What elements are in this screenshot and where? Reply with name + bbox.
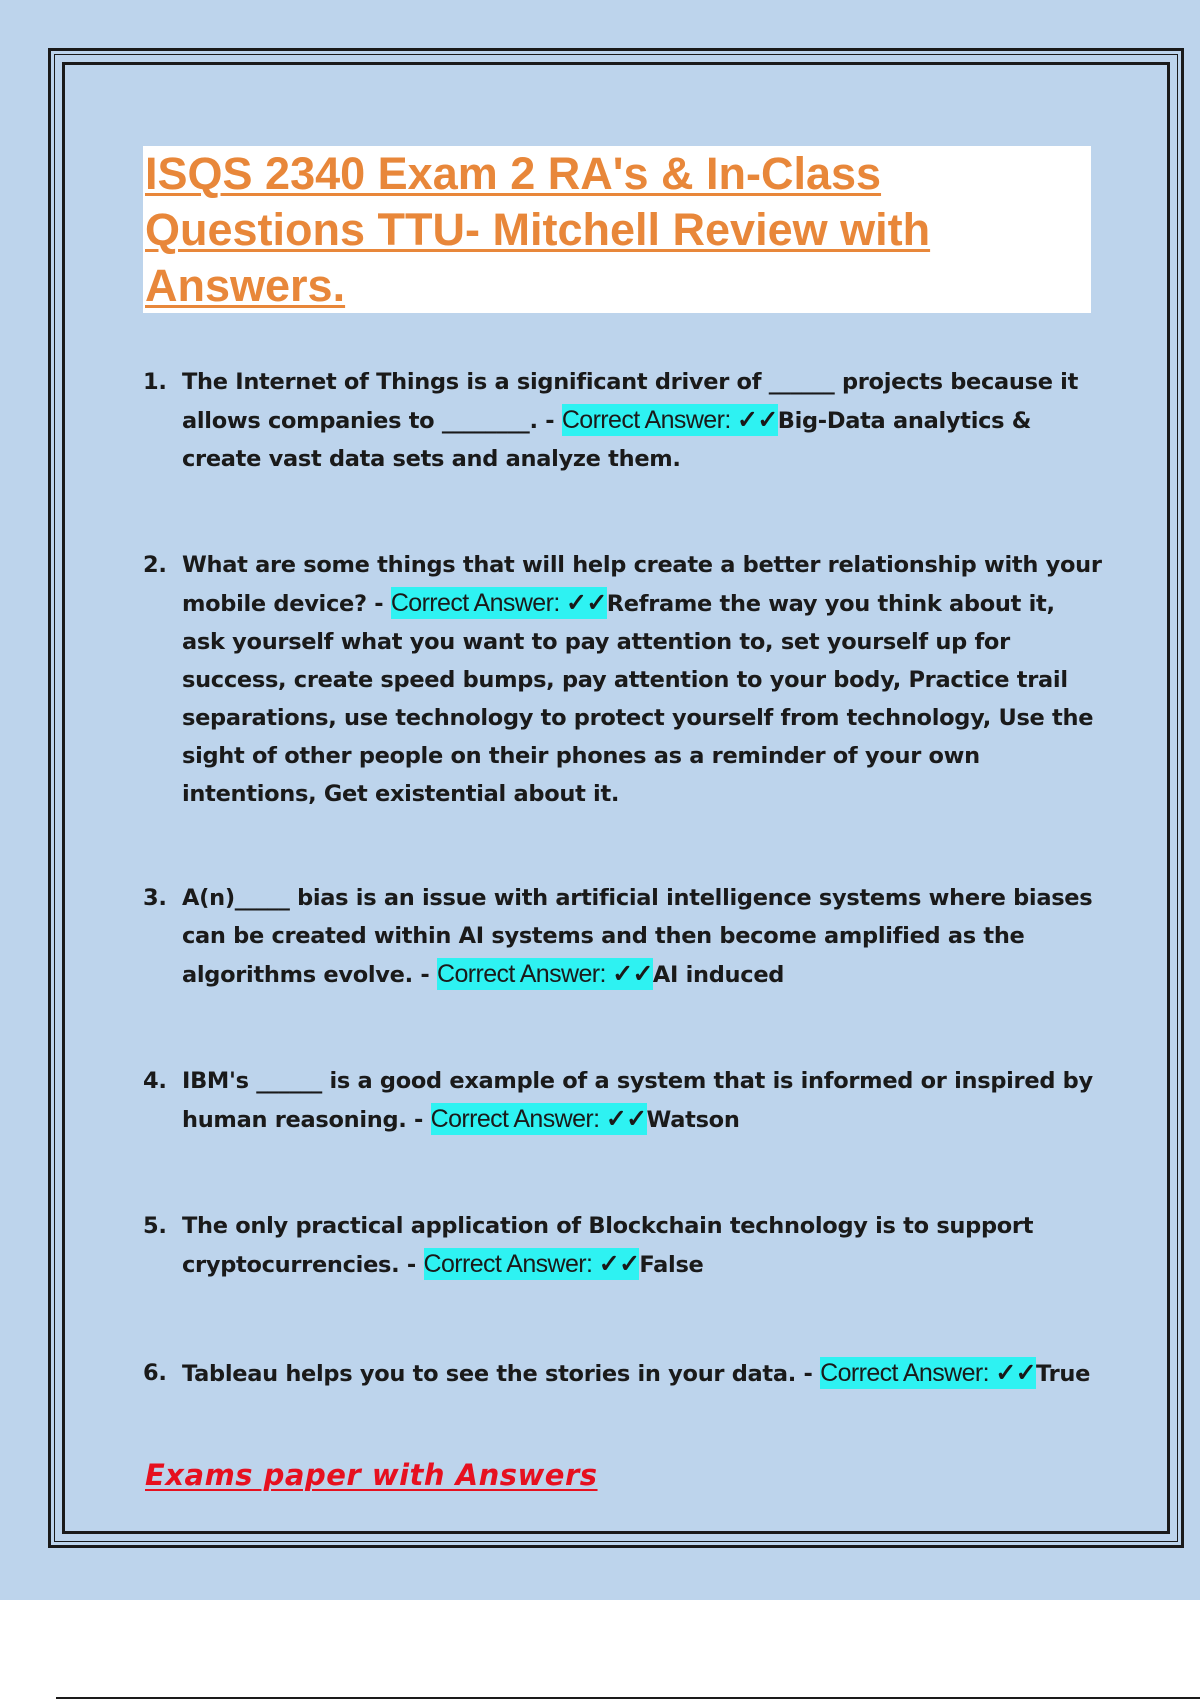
check-icon: ✓✓ <box>995 1359 1037 1387</box>
check-icon: ✓✓ <box>566 589 607 617</box>
check-icon: ✓✓ <box>605 1105 647 1133</box>
question-text: A(n)_____ bias is an issue with artificial intelligence systems where biases can be created within AI systems and then become amplified as the algorithms evolve. - <box>182 885 1093 988</box>
answer-text: False <box>639 1252 704 1278</box>
answer-text: Reframe the way you think about it, ask yourself what you want to pay attention to, set yourself up for success, create speed bumps, pay attention to your body, Practice trail separations, use technology to protect yourself from technology, Use the sight of other people on their phones as a reminder of your own intentions, Get existential about it. <box>182 591 1094 807</box>
question-number: 2. <box>143 552 167 578</box>
question-item <box>143 879 1103 994</box>
title-box <box>143 146 1091 313</box>
correct-answer-tag <box>431 1103 647 1135</box>
question-number: 5. <box>143 1213 167 1239</box>
question-text: The Internet of Things is a significant driver of ______ projects because it allows companies to ________. - <box>182 369 1079 434</box>
answer-text: Big-Data analytics & create vast data sets and analyze them. <box>182 408 1032 472</box>
question-number: 1. <box>143 369 167 395</box>
correct-answer-tag <box>437 958 653 990</box>
question-text: IBM's ______ is a good example of a system that is informed or inspired by human reasoning. - <box>182 1068 1093 1133</box>
correct-answer-label: Correct Answer: <box>561 406 731 434</box>
question-item <box>143 546 1103 813</box>
check-icon: ✓✓ <box>598 1250 640 1278</box>
correct-answer-label: Correct Answer: <box>430 1105 600 1133</box>
correct-answer-label: Correct Answer: <box>390 589 560 617</box>
correct-answer-label: Correct Answer: <box>820 1359 989 1387</box>
question-item <box>143 1354 1103 1393</box>
correct-answer-label: Correct Answer: <box>437 960 606 988</box>
question-item <box>143 363 1103 478</box>
document-title: ISQS 2340 Exam 2 RA's & In-Class Questions TTU- Mitchell Review with Answers. <box>145 148 931 311</box>
question-list <box>143 363 1103 1393</box>
question-number: 6. <box>143 1360 167 1386</box>
footer-tagline: Exams paper with Answers <box>145 1458 598 1492</box>
correct-answer-tag <box>424 1248 640 1280</box>
correct-answer-label: Correct Answer: <box>423 1250 593 1278</box>
correct-answer-tag <box>391 587 607 619</box>
question-text: Tableau helps you to see the stories in your data. - <box>182 1361 821 1387</box>
question-number: 3. <box>143 885 167 911</box>
question-number: 4. <box>143 1068 167 1094</box>
answer-text: Watson <box>646 1107 740 1133</box>
correct-answer-tag <box>820 1357 1036 1389</box>
check-icon: ✓✓ <box>612 960 653 988</box>
question-text: What are some things that will help create a better relationship with your mobile device? - <box>182 552 1102 617</box>
check-icon: ✓✓ <box>737 406 778 434</box>
correct-answer-tag <box>562 404 778 436</box>
question-text: The only practical application of Blockchain technology is to support cryptocurrencies. - <box>182 1213 1034 1278</box>
question-item <box>143 1207 1103 1284</box>
question-item <box>143 1062 1103 1139</box>
answer-text: AI induced <box>652 962 785 988</box>
answer-text: True <box>1036 1361 1091 1387</box>
bottom-divider <box>56 1697 1200 1699</box>
